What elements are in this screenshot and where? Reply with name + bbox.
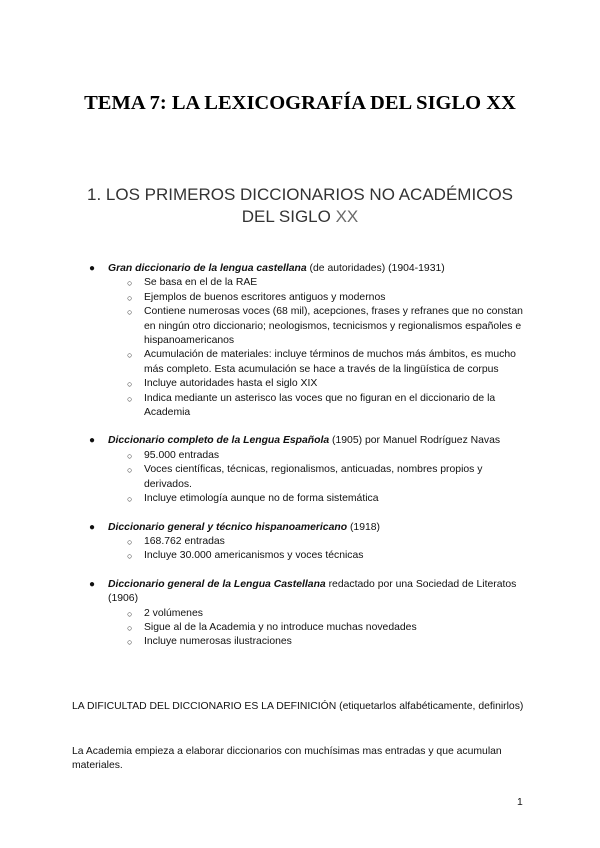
circle-bullet-icon: ○ xyxy=(127,307,133,318)
list-item: ○ Incluye 30.000 americanismos y voces técnicas xyxy=(72,549,532,563)
list-item: ○ Incluye etimología aunque no de forma sistemática xyxy=(72,492,532,506)
list-item: ○ Acumulación de materiales: incluye términos de muchos más ámbitos, es mucho más completo. Esta acumulación se hace a través de la lingüística de corpus xyxy=(127,349,516,375)
circle-bullet-icon: ○ xyxy=(127,551,133,562)
list-item: ○ 168.762 entradas xyxy=(72,535,532,549)
list-item: ○ Indica mediante un asterisco las voces que no figuran en el diccionario de la Academia xyxy=(127,392,496,419)
circle-bullet-icon: ○ xyxy=(127,350,133,361)
circle-bullet-icon: ○ xyxy=(127,465,133,476)
section-heading xyxy=(80,184,520,228)
entry-detail: (de autoridades) (1904-1931) xyxy=(306,263,445,274)
section-heading-text: 1. LOS PRIMEROS DICCIONARIOS NO ACADÉMICOS DEL SIGLO xyxy=(86,185,514,226)
bullet-icon: ● xyxy=(89,578,96,590)
entry-sublist xyxy=(72,276,532,420)
list-item: ○ Contiene numerosas voces (68 mil), acepciones, frases y refranes que no constan en ningún otro diccionario; neologismos, tecnicismos y regionalismos españoles e hispanoamericanos xyxy=(127,306,523,347)
list-item: ○ 95.000 entradas xyxy=(72,449,532,463)
list-item: ○ Incluye autoridades hasta el siglo XIX xyxy=(72,377,532,391)
circle-bullet-icon: ○ xyxy=(127,450,133,461)
circle-bullet-icon: ○ xyxy=(127,292,133,303)
dictionary-entry-2 xyxy=(72,434,532,506)
circle-bullet-icon: ○ xyxy=(127,536,133,547)
circle-bullet-icon: ○ xyxy=(127,393,133,404)
page-number: 1 xyxy=(517,797,523,808)
list-item: ○ Voces científicas, técnicas, regionalismos, anticuadas, nombres propios y derivados. xyxy=(127,464,483,490)
entry-title: Diccionario general y técnico hispanoamericano xyxy=(108,521,348,533)
circle-bullet-icon: ○ xyxy=(127,278,133,289)
dictionary-entry-3 xyxy=(72,521,532,564)
bullet-icon: ● xyxy=(89,521,96,533)
note-paragraph-academia: La Academia empieza a elaborar diccionarios con muchísimas mas entradas y que acumulan materiales. xyxy=(72,746,502,772)
entry-sublist xyxy=(72,607,532,650)
entry-detail: (1918) xyxy=(347,521,380,533)
bullet-icon: ● xyxy=(89,263,96,274)
entry-detail: redactado por una Sociedad de Literatos (1906) xyxy=(108,578,517,605)
circle-bullet-icon: ○ xyxy=(127,637,133,648)
list-item: ○ Se basa en el de la RAE xyxy=(72,276,532,290)
page-title: TEMA 7: LA LEXICOGRAFÍA DEL SIGLO XX xyxy=(84,92,516,114)
list-item: ○ 2 volúmenes xyxy=(72,607,532,621)
entry-title: Diccionario general de la Lengua Castellana xyxy=(108,578,326,590)
list-item: ○ Sigue al de la Academia y no introduce muchas novedades xyxy=(72,621,532,635)
entry-sublist xyxy=(72,449,532,507)
circle-bullet-icon: ○ xyxy=(127,608,133,619)
entry-title: Diccionario completo de la Lengua Española xyxy=(108,435,330,447)
list-item: ○ Incluye numerosas ilustraciones xyxy=(72,635,532,649)
dictionary-entry-1 xyxy=(72,262,532,420)
entry-title: Gran diccionario de la lengua castellana xyxy=(108,263,307,274)
bullet-icon: ● xyxy=(89,435,96,447)
note-paragraph-definition: LA DIFICULTAD DEL DICCIONARIO ES LA DEFINICIÓN (etiquetarlos alfabéticamente, definirlos) xyxy=(72,701,524,712)
dictionary-list xyxy=(72,262,532,664)
section-heading-suffix: XX xyxy=(335,207,359,226)
circle-bullet-icon: ○ xyxy=(127,622,133,633)
entry-detail: (1905) por Manuel Rodríguez Navas xyxy=(329,435,501,447)
circle-bullet-icon: ○ xyxy=(127,379,133,390)
circle-bullet-icon: ○ xyxy=(127,494,133,505)
entry-sublist xyxy=(72,535,532,564)
list-item: ○ Ejemplos de buenos escritores antiguos y modernos xyxy=(72,291,532,305)
dictionary-entry-4 xyxy=(72,578,532,650)
